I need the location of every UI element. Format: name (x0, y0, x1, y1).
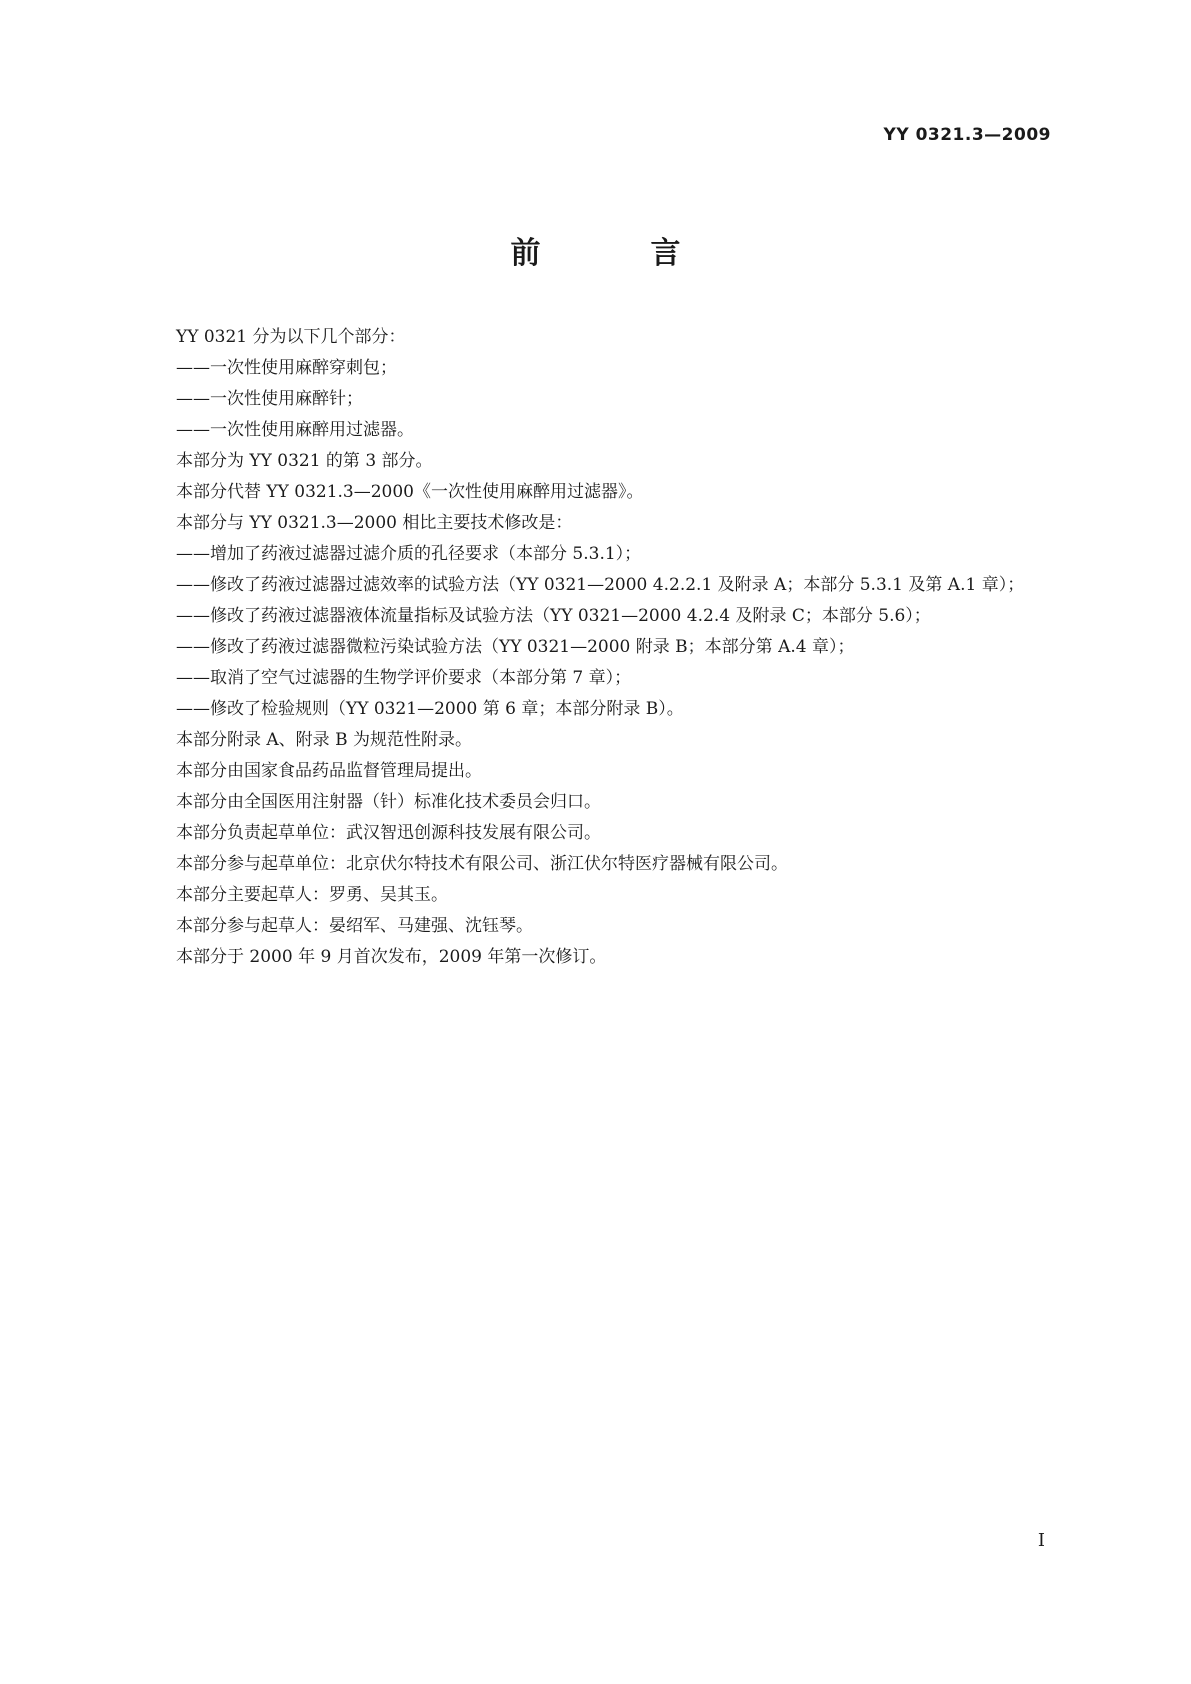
publication-history: 本部分于 2000 年 9 月首次发布，2009 年第一次修订。 (176, 947, 607, 967)
annex-statement: 本部分附录 A、附录 B 为规范性附录。 (176, 730, 472, 750)
page-title: 前 言 (510, 236, 721, 271)
page-number: I (1037, 1530, 1045, 1551)
participating-units-statement: 本部分参与起草单位：北京伏尔特技术有限公司、浙江伏尔特医疗器械有限公司。 (176, 854, 788, 874)
main-drafters-statement: 本部分主要起草人：罗勇、吴其玉。 (176, 885, 448, 905)
standard-number: YY 0321.3—2009 (883, 125, 1051, 145)
drafting-unit-statement: 本部分负责起草单位：武汉智迅创源科技发展有限公司。 (176, 823, 601, 843)
change-item-filtration-efficiency: ——修改了药液过滤器过滤效率的试验方法（YY 0321—2000 4.2.2.1 及附录 A；本部分 5.3.1 及第 A.1 章）； (176, 575, 1025, 595)
change-item-pore-size: ——增加了药液过滤器过滤介质的孔径要求（本部分 5.3.1）； (176, 544, 642, 564)
part-statement: 本部分为 YY 0321 的第 3 部分。 (176, 451, 433, 471)
part-item-needle: ——一次性使用麻醉针； (176, 389, 363, 409)
change-item-inspection-rules: ——修改了检验规则（YY 0321—2000 第 6 章；本部分附录 B）。 (176, 699, 684, 719)
committee-statement: 本部分由全国医用注射器（针）标准化技术委员会归口。 (176, 792, 601, 812)
change-item-particle-contamination: ——修改了药液过滤器微粒污染试验方法（YY 0321—2000 附录 B；本部分第 A.4 章）； (176, 637, 855, 657)
replacement-statement: 本部分代替 YY 0321.3—2000《一次性使用麻醉用过滤器》。 (176, 482, 644, 502)
document-body (176, 322, 1056, 973)
part-item-puncture-kit: ——一次性使用麻醉穿刺包； (176, 358, 397, 378)
changes-intro: 本部分与 YY 0321.3—2000 相比主要技术修改是： (176, 513, 573, 533)
change-item-flow-rate: ——修改了药液过滤器液体流量指标及试验方法（YY 0321—2000 4.2.4 及附录 C；本部分 5.6）； (176, 606, 931, 626)
part-item-filter: ——一次性使用麻醉用过滤器。 (176, 420, 414, 440)
participating-drafters-statement: 本部分参与起草人：晏绍军、马建强、沈钰琴。 (176, 916, 533, 936)
change-item-biological-evaluation: ——取消了空气过滤器的生物学评价要求（本部分第 7 章）； (176, 668, 632, 688)
intro-parts-line: YY 0321 分为以下几个部分： (176, 327, 406, 347)
proposer-statement: 本部分由国家食品药品监督管理局提出。 (176, 761, 482, 781)
